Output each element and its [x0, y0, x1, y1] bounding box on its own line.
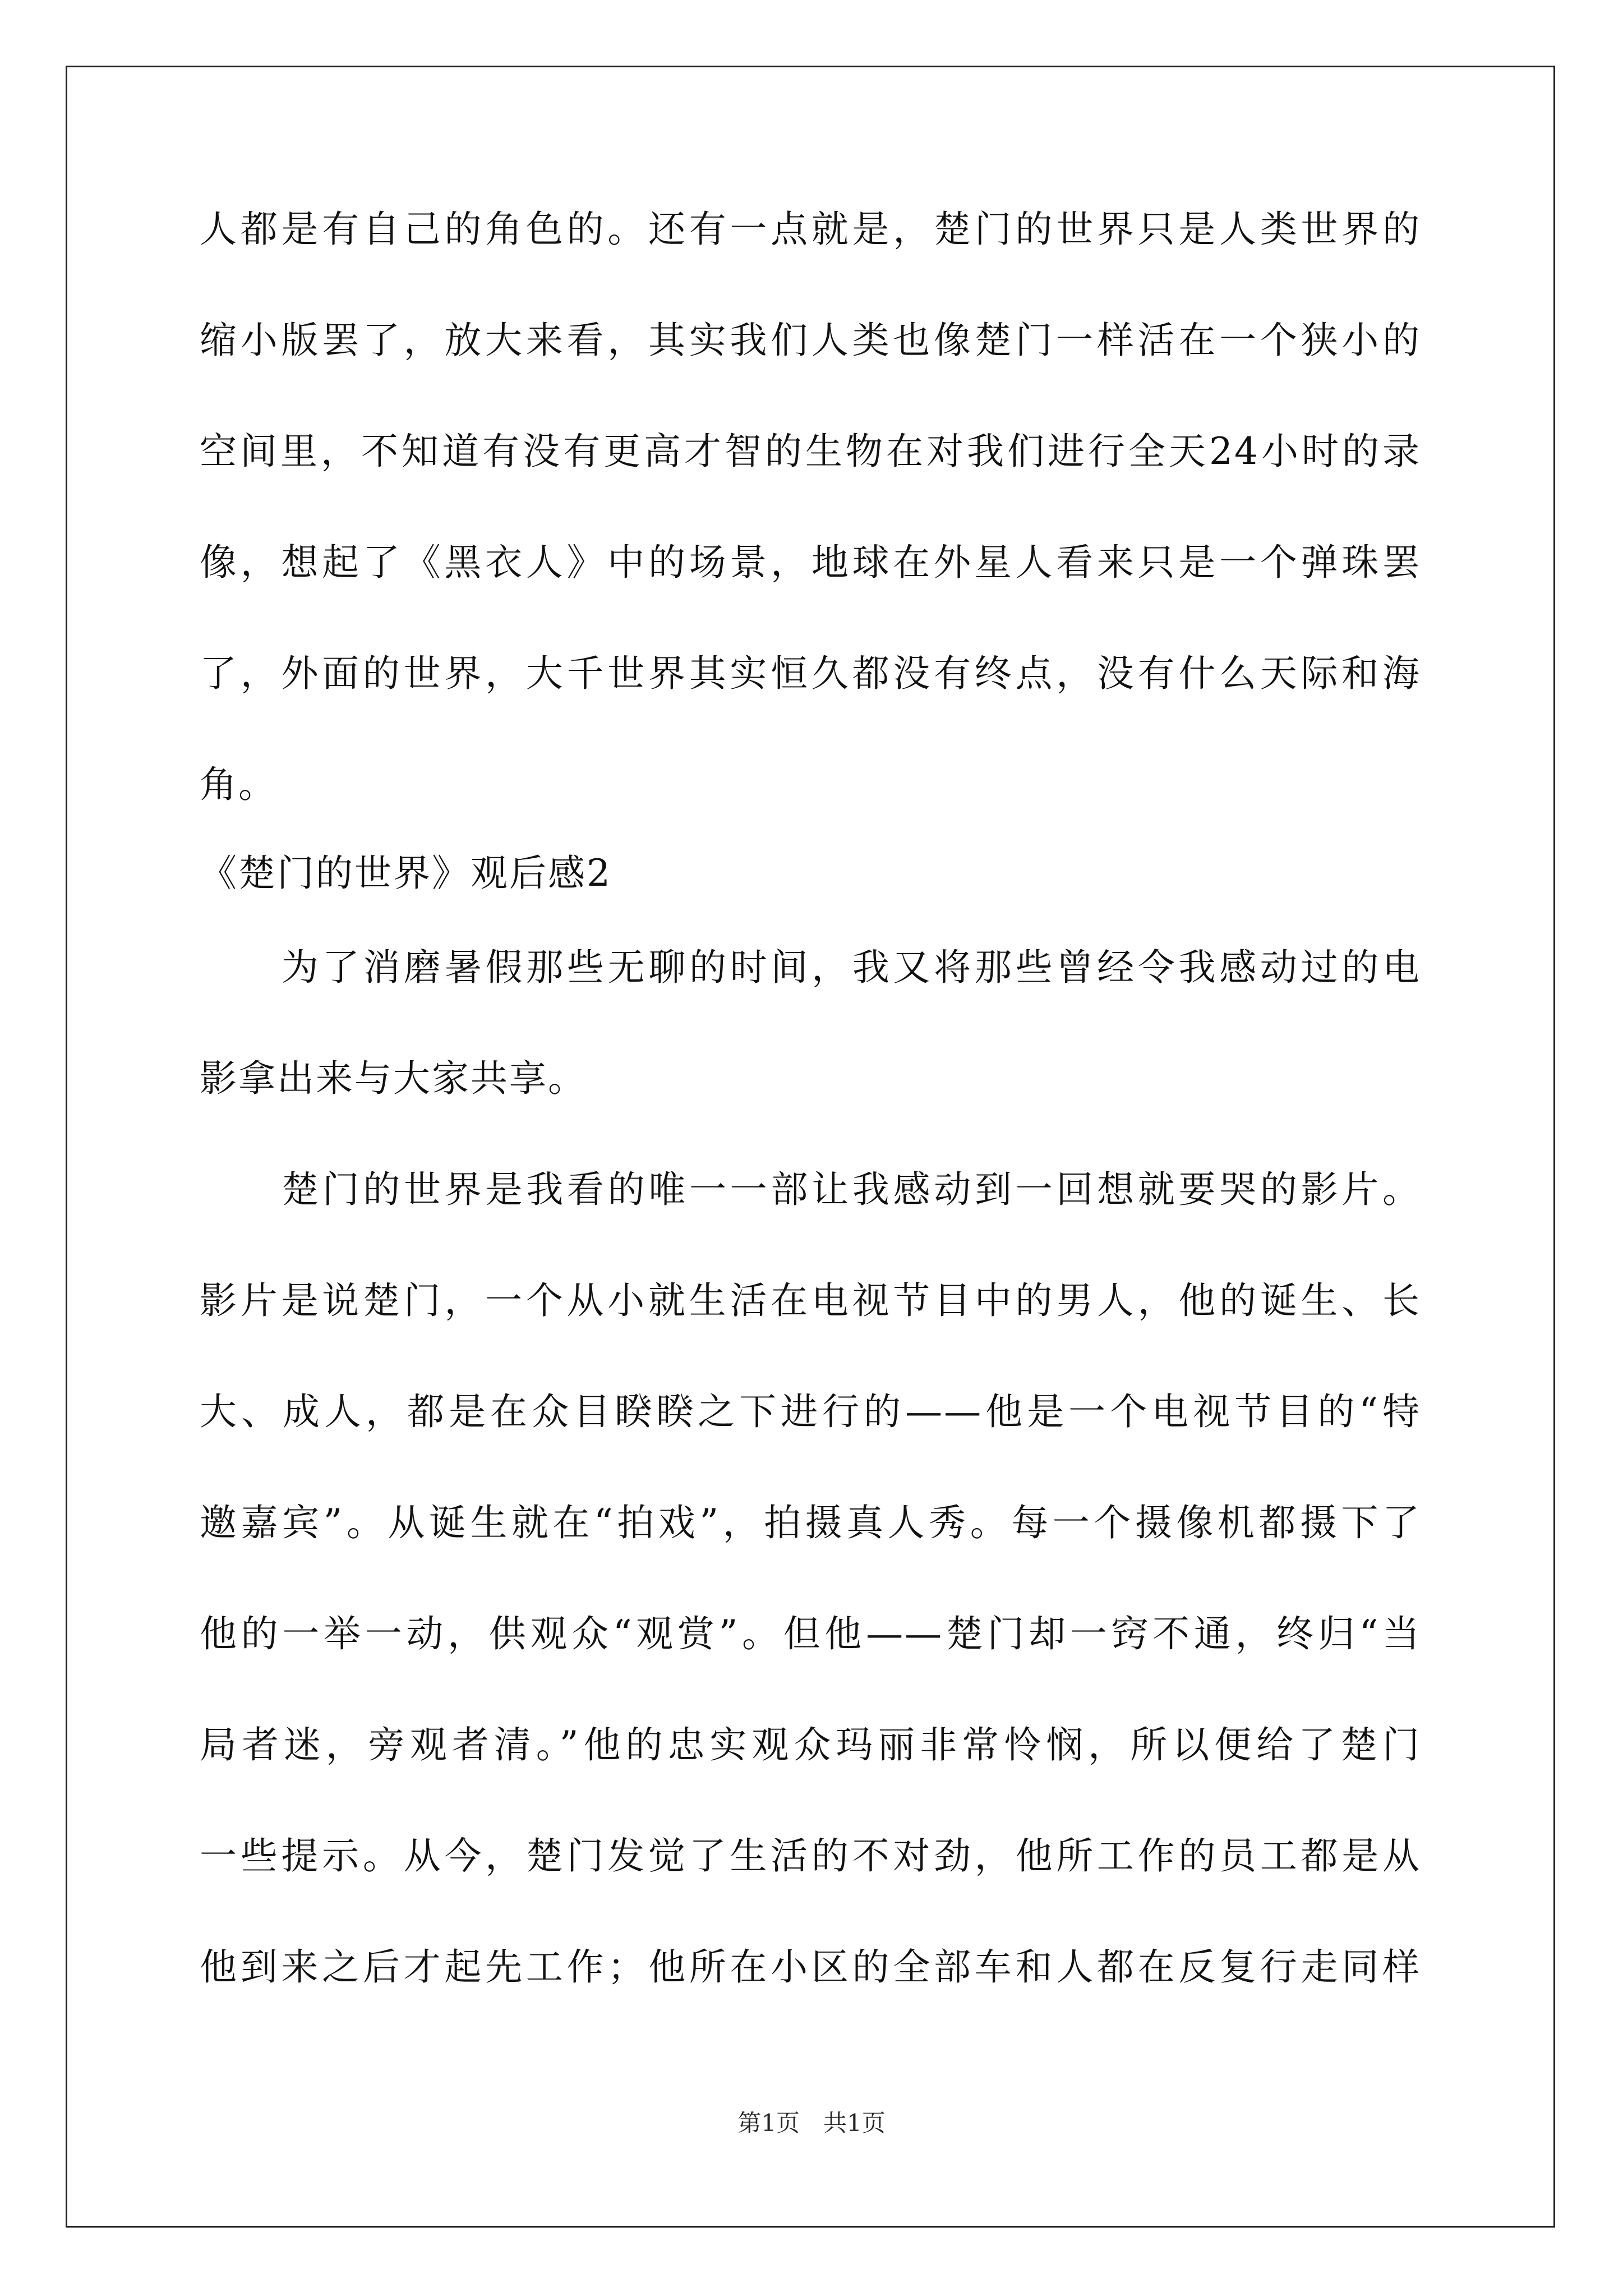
text-line: 空间里，不知道有没有更高才智的生物在对我们进行全天24小时的录 — [200, 430, 1421, 473]
text-line: 角。 — [200, 763, 277, 806]
text-line: 了，外面的世界，大千世界其实恒久都没有终点，没有什么天际和海 — [200, 652, 1421, 695]
document-body — [200, 202, 1421, 2051]
text-line: 影片是说楚门，一个从小就生活在电视节目中的男人，他的诞生、长 — [200, 1279, 1421, 1322]
text-line: 像，想起了《黑衣人》中的场景，地球在外星人看来只是一个弹珠罢 — [200, 541, 1421, 584]
text-line: 影拿出来与大家共享。 — [200, 1057, 587, 1100]
text-line: 大、成人，都是在众目睽睽之下进行的——他是一个电视节目的“特 — [200, 1390, 1421, 1433]
text-line: 楚门的世界是我看的唯一一部让我感动到一回想就要哭的影片。 — [282, 1168, 1421, 1211]
text-line: 局者迷，旁观者清。”他的忠实观众玛丽非常怜悯，所以便给了楚门 — [200, 1723, 1421, 1766]
text-line: 人都是有自己的角色的。还有一点就是，楚门的世界只是人类世界的 — [200, 208, 1421, 251]
text-line: 他的一举一动，供观众“观赏”。但他——楚门却一窍不通，终归“当 — [200, 1612, 1421, 1655]
text-line: 为了消磨暑假那些无聊的时间，我又将那些曾经令我感动过的电 — [282, 946, 1421, 989]
text-line: 他到来之后才起先工作；他所在小区的全部车和人都在反复行走同样 — [200, 1945, 1421, 1989]
text-line: 缩小版罢了，放大来看，其实我们人类也像楚门一样活在一个狭小的 — [200, 319, 1421, 362]
section-heading: 《楚门的世界》观后感2 — [200, 852, 612, 895]
text-line: 邀嘉宾”。从诞生就在“拍戏”，拍摄真人秀。每一个摄像机都摄下了 — [200, 1501, 1421, 1544]
page-footer: 第1页 共1页 — [737, 2109, 886, 2137]
text-line: 一些提示。从今，楚门发觉了生活的不对劲，他所工作的员工都是从 — [200, 1834, 1421, 1878]
